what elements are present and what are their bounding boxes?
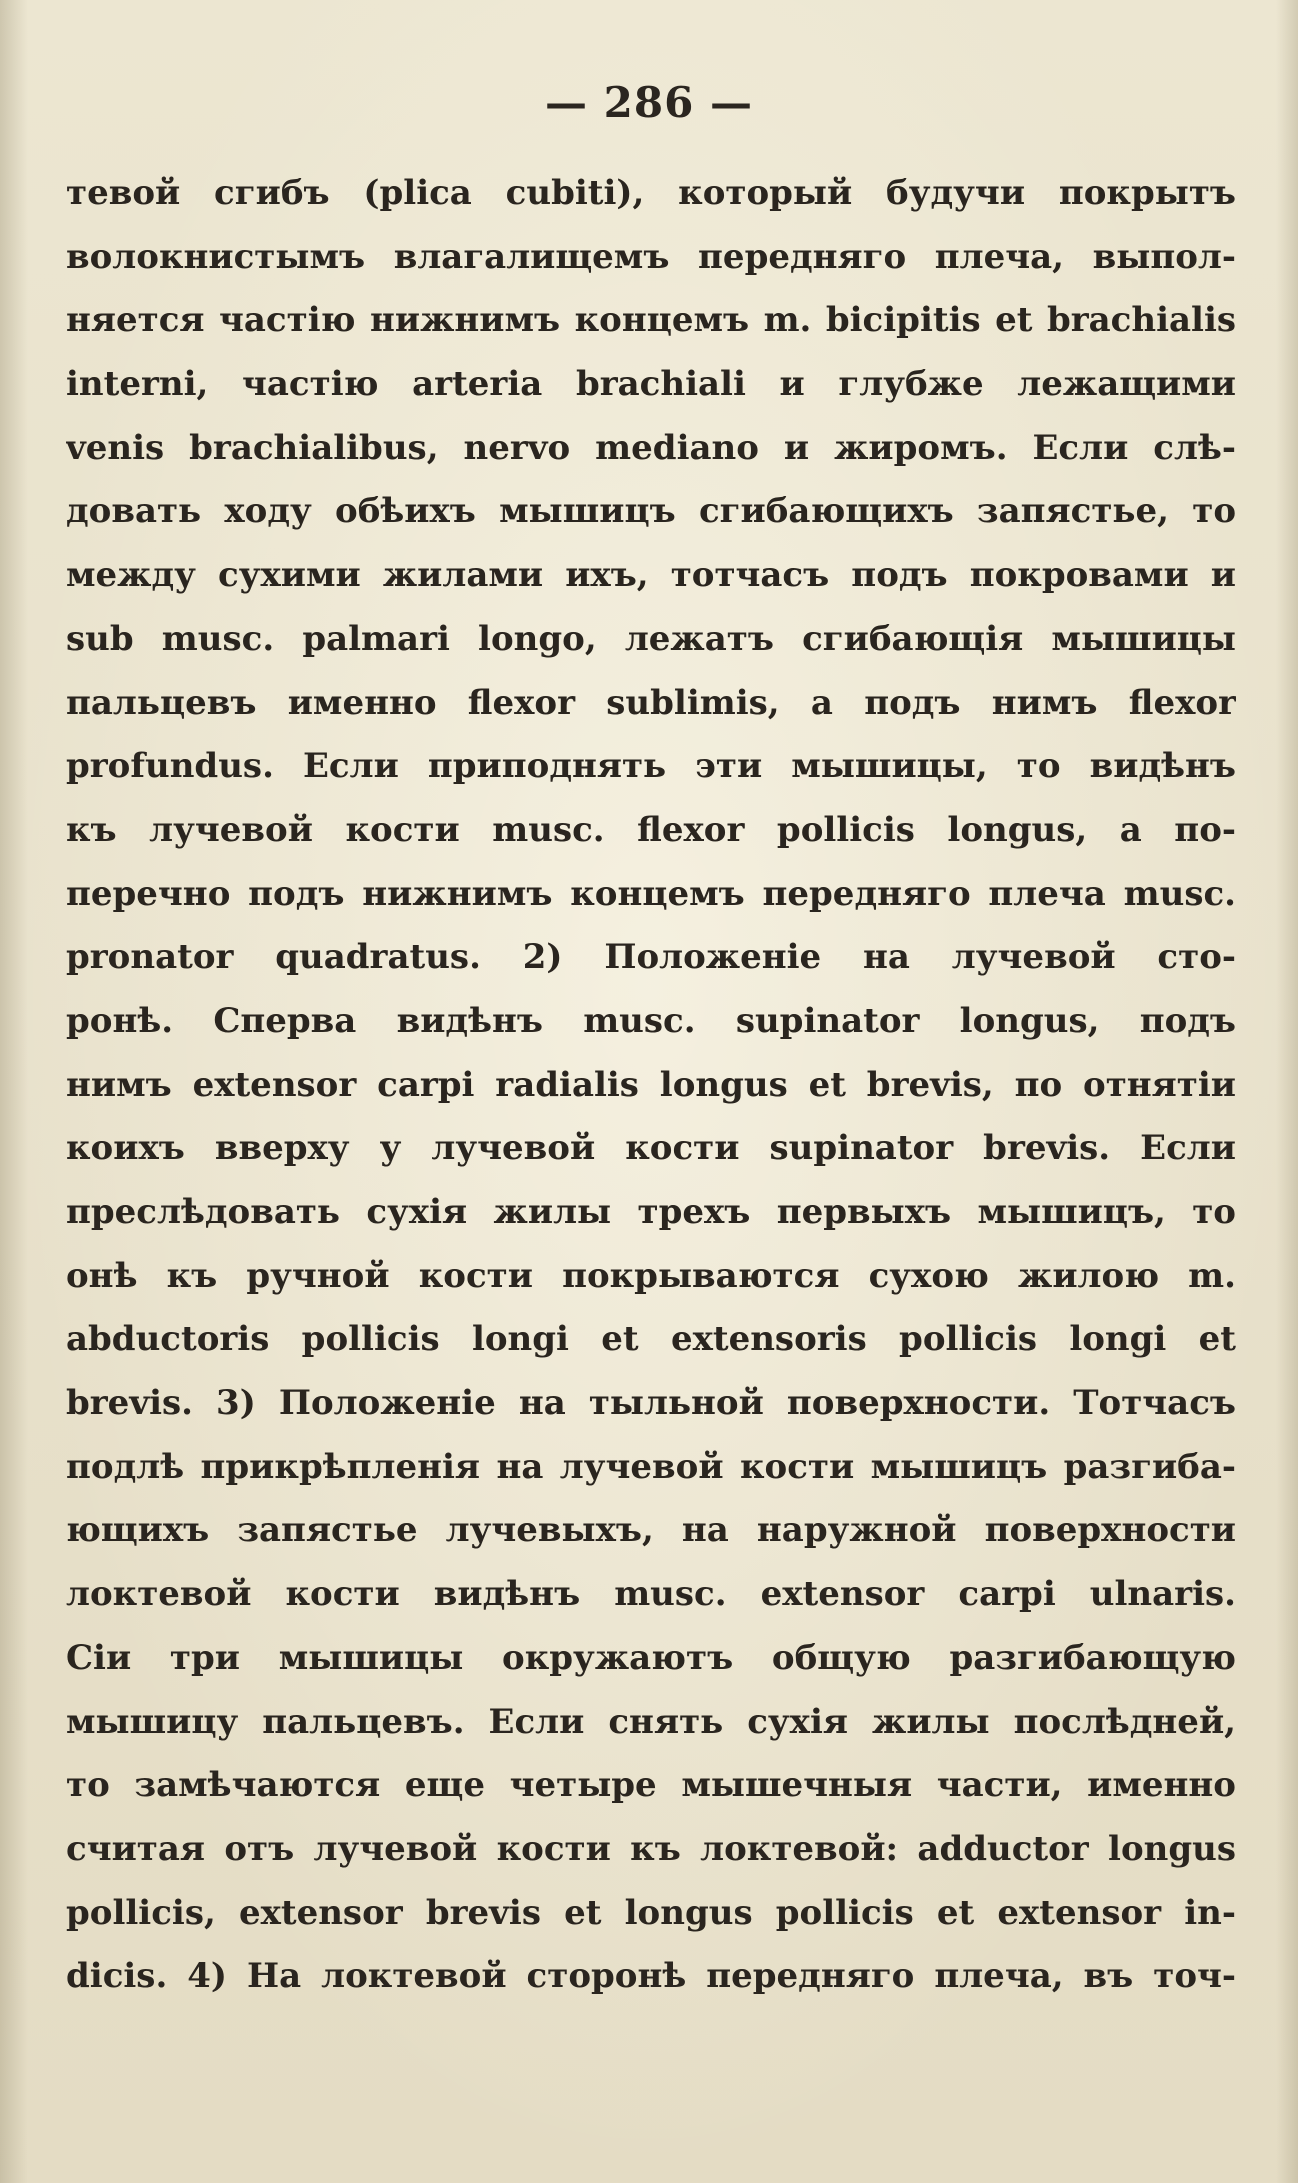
text-line: то замѣчаются еще четыре мышечныя части, именно bbox=[66, 1765, 1236, 1806]
text-line: dicis. 4) На локтевой сторонѣ передняго плеча, въ точ- bbox=[66, 1956, 1236, 1997]
text-line: перечно подъ нижнимъ концемъ передняго плеча musc. bbox=[66, 873, 1236, 914]
text-line: между сухими жилами ихъ, тотчасъ подъ покровами и bbox=[66, 555, 1236, 596]
text-line: преслѣдовать сухія жилы трехъ первыхъ мышицъ, то bbox=[66, 1192, 1236, 1232]
text-line: пальцевъ именно flexor sublimis, а подъ нимъ flexor bbox=[66, 682, 1236, 723]
text-line: мышицу пальцевъ. Если снять сухія жилы послѣдней, bbox=[66, 1701, 1236, 1742]
text-line: считая отъ лучевой кости къ локтевой: adductor longus bbox=[66, 1828, 1236, 1869]
text-line: къ лучевой кости musc. flexor pollicis longus, а по- bbox=[66, 809, 1236, 850]
text-line: довать ходу обѣихъ мышицъ сгибающихъ запястье, то bbox=[66, 491, 1236, 532]
text-line: Сіи три мышицы окружаютъ общую разгибающую bbox=[66, 1637, 1236, 1678]
text-line: profundus. Если приподнять эти мышицы, то видѣнъ bbox=[66, 746, 1236, 787]
text-line: волокнистымъ влагалищемъ передняго плеча, выпол- bbox=[66, 236, 1236, 277]
text-line: interni, частію arteria brachiali и глубже лежащими bbox=[66, 364, 1236, 405]
text-line: sub musc. palmari longo, лежатъ сгибающія мышицы bbox=[66, 618, 1236, 659]
text-line: brevis. 3) Положеніе на тыльной поверхности. Тотчасъ bbox=[66, 1383, 1236, 1424]
text-line: локтевой кости видѣнъ musc. extensor carpi ulnaris. bbox=[66, 1574, 1236, 1615]
text-line: abductoris pollicis longi et extensoris pollicis longi et bbox=[66, 1319, 1236, 1360]
page-number: — 286 — bbox=[545, 78, 753, 127]
text-line: подлѣ прикрѣпленія на лучевой кости мышицъ разгиба- bbox=[66, 1446, 1236, 1487]
text-line: pollicis, extensor brevis et longus pollicis et extensor in- bbox=[66, 1892, 1236, 1933]
text-line: pronator quadratus. 2) Положеніе на лучевой сто- bbox=[66, 937, 1236, 978]
text-line: ющихъ запястье лучевыхъ, на наружной поверхности bbox=[66, 1510, 1236, 1551]
body-text bbox=[66, 162, 1236, 2009]
text-line: venis brachialibus, nervo mediano и жиромъ. Если слѣ- bbox=[66, 427, 1236, 468]
text-line: няется частію нижнимъ концемъ m. bicipitis et brachialis bbox=[66, 300, 1236, 341]
page-edge-shadow-right bbox=[1276, 0, 1298, 2183]
text-line: коихъ вверху у лучевой кости supinator brevis. Если bbox=[66, 1128, 1236, 1169]
text-line: нимъ extensor carpi radialis longus et brevis, по отнятіи bbox=[66, 1064, 1236, 1105]
text-line: ронѣ. Сперва видѣнъ musc. supinator longus, подъ bbox=[66, 1000, 1236, 1041]
page-edge-shadow-left bbox=[0, 0, 28, 2183]
text-line: онѣ къ ручной кости покрываются сухою жилою m. bbox=[66, 1255, 1236, 1296]
text-line: тевой сгибъ (plica cubiti), который будучи покрытъ bbox=[66, 173, 1236, 213]
